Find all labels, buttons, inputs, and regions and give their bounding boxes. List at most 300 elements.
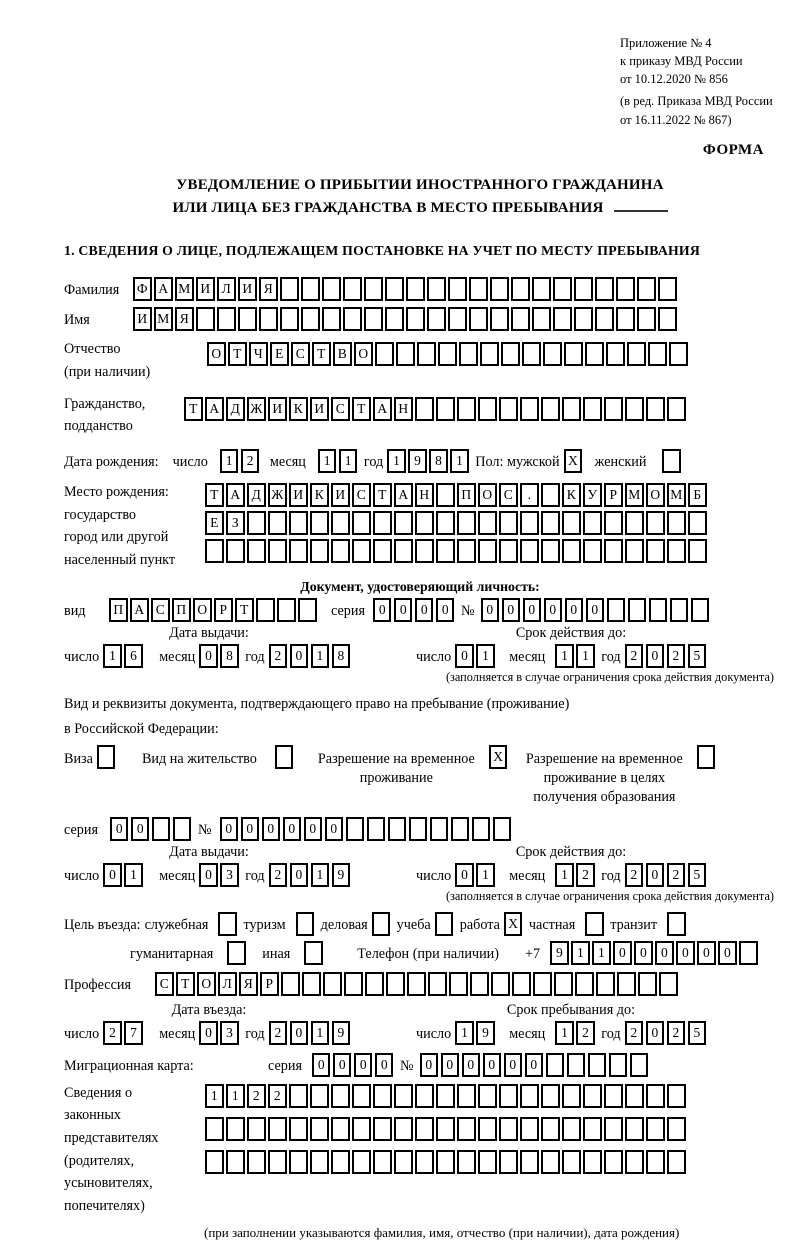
form-cell[interactable] [625, 511, 644, 535]
form-cell[interactable] [627, 342, 646, 366]
form-cell[interactable]: 0 [676, 941, 695, 965]
form-cell[interactable]: К [289, 397, 308, 421]
form-cell[interactable]: 9 [408, 449, 427, 473]
form-cell[interactable] [417, 342, 436, 366]
form-cell[interactable] [478, 397, 497, 421]
form-cell[interactable] [520, 539, 539, 563]
form-cell[interactable] [406, 307, 425, 331]
form-cell[interactable] [562, 511, 581, 535]
form-cell[interactable]: А [394, 483, 413, 507]
form-cell[interactable] [289, 1150, 308, 1174]
form-cell[interactable]: Р [260, 972, 279, 996]
entry-month-cells[interactable] [199, 1021, 241, 1045]
form-cell[interactable] [649, 598, 668, 622]
form-cell[interactable] [394, 1117, 413, 1141]
form-cell[interactable] [625, 1150, 644, 1174]
migration-number-cells[interactable] [420, 1053, 651, 1077]
form-cell[interactable]: 0 [290, 863, 309, 887]
form-cell[interactable]: 0 [312, 1053, 331, 1077]
purpose-opt-checkbox[interactable] [296, 912, 317, 936]
form-cell[interactable]: 0 [646, 1021, 665, 1045]
form-cell[interactable] [583, 1084, 602, 1108]
form-cell[interactable] [394, 1150, 413, 1174]
form-cell[interactable] [280, 307, 299, 331]
form-cell[interactable] [331, 511, 350, 535]
form-cell[interactable]: 2 [625, 644, 644, 668]
form-cell[interactable] [436, 1150, 455, 1174]
form-cell[interactable] [365, 972, 384, 996]
form-cell[interactable] [430, 817, 449, 841]
form-cell[interactable] [415, 511, 434, 535]
form-cell[interactable] [688, 539, 707, 563]
form-cell[interactable] [490, 277, 509, 301]
form-cell[interactable] [541, 1084, 560, 1108]
form-cell[interactable] [490, 307, 509, 331]
form-cell[interactable] [438, 342, 457, 366]
form-cell[interactable] [583, 1150, 602, 1174]
form-cell[interactable]: Т [228, 342, 247, 366]
form-cell[interactable] [564, 342, 583, 366]
form-cell[interactable] [247, 511, 266, 535]
form-cell[interactable]: 9 [332, 863, 351, 887]
form-cell[interactable]: 0 [502, 598, 521, 622]
form-cell[interactable] [226, 1117, 245, 1141]
form-cell[interactable]: 0 [103, 863, 122, 887]
form-cell[interactable] [554, 972, 573, 996]
purpose-opt-checkbox[interactable] [227, 941, 248, 965]
form-cell[interactable] [520, 511, 539, 535]
form-cell[interactable] [302, 972, 321, 996]
form-cell[interactable]: 2 [576, 863, 595, 887]
form-cell[interactable]: М [625, 483, 644, 507]
form-cell[interactable] [205, 1117, 224, 1141]
form-cell[interactable] [637, 307, 656, 331]
form-cell[interactable]: Т [312, 342, 331, 366]
issue-month-cells[interactable] [199, 863, 241, 887]
form-cell[interactable] [604, 539, 623, 563]
form-cell[interactable] [331, 1150, 350, 1174]
form-cell[interactable] [567, 1053, 586, 1077]
form-cell[interactable] [499, 1150, 518, 1174]
legal-reps-cells-row3[interactable] [205, 1150, 688, 1174]
form-cell[interactable] [595, 277, 614, 301]
form-cell[interactable] [638, 972, 657, 996]
form-cell[interactable] [427, 307, 446, 331]
form-cell[interactable]: 0 [504, 1053, 523, 1077]
purpose-opt-checkbox[interactable] [585, 912, 606, 936]
form-cell[interactable] [604, 397, 623, 421]
entry-day-cells[interactable] [103, 1021, 145, 1045]
form-cell[interactable]: 0 [304, 817, 323, 841]
form-cell[interactable] [436, 1084, 455, 1108]
form-cell[interactable]: Б [688, 483, 707, 507]
form-cell[interactable]: X [504, 912, 523, 936]
form-cell[interactable] [511, 277, 530, 301]
form-cell[interactable]: 2 [247, 1084, 266, 1108]
form-cell[interactable] [322, 277, 341, 301]
form-cell[interactable] [457, 1117, 476, 1141]
form-cell[interactable] [606, 342, 625, 366]
form-cell[interactable]: 1 [311, 863, 330, 887]
residence-permit-checkbox[interactable] [275, 745, 296, 769]
form-cell[interactable]: М [154, 307, 173, 331]
form-cell[interactable] [697, 745, 716, 769]
form-cell[interactable]: 9 [332, 1021, 351, 1045]
form-cell[interactable]: 0 [290, 644, 309, 668]
form-cell[interactable]: А [205, 397, 224, 421]
form-cell[interactable] [457, 1084, 476, 1108]
birthplace-cells-row1[interactable] [205, 483, 709, 507]
form-cell[interactable] [625, 397, 644, 421]
form-cell[interactable] [457, 511, 476, 535]
form-cell[interactable]: 6 [124, 644, 143, 668]
form-cell[interactable]: 0 [199, 1021, 218, 1045]
form-cell[interactable] [480, 342, 499, 366]
form-cell[interactable] [367, 817, 386, 841]
form-cell[interactable]: Т [352, 397, 371, 421]
form-cell[interactable]: 0 [354, 1053, 373, 1077]
form-cell[interactable]: 1 [476, 863, 495, 887]
form-cell[interactable]: Ч [249, 342, 268, 366]
form-cell[interactable]: З [226, 511, 245, 535]
form-cell[interactable] [499, 539, 518, 563]
form-cell[interactable] [648, 342, 667, 366]
form-cell[interactable]: Е [205, 511, 224, 535]
visa-checkbox[interactable] [97, 745, 118, 769]
form-cell[interactable]: 0 [525, 1053, 544, 1077]
form-cell[interactable] [607, 598, 626, 622]
form-cell[interactable] [173, 817, 192, 841]
form-cell[interactable] [388, 817, 407, 841]
form-cell[interactable] [541, 511, 560, 535]
form-cell[interactable] [604, 1084, 623, 1108]
form-cell[interactable] [451, 817, 470, 841]
form-cell[interactable] [553, 307, 572, 331]
form-cell[interactable]: 1 [455, 1021, 474, 1045]
patronymic-cells[interactable] [207, 342, 690, 366]
form-cell[interactable] [415, 1117, 434, 1141]
form-cell[interactable] [459, 342, 478, 366]
form-cell[interactable]: Я [239, 972, 258, 996]
form-cell[interactable]: С [291, 342, 310, 366]
form-cell[interactable] [196, 307, 215, 331]
form-cell[interactable]: 2 [241, 449, 260, 473]
form-cell[interactable] [247, 539, 266, 563]
form-cell[interactable]: А [226, 483, 245, 507]
form-cell[interactable] [667, 1084, 686, 1108]
purpose-opt-checkbox[interactable] [667, 912, 688, 936]
form-cell[interactable] [574, 277, 593, 301]
form-cell[interactable] [630, 1053, 649, 1077]
form-cell[interactable]: 2 [667, 863, 686, 887]
form-cell[interactable]: 2 [667, 644, 686, 668]
form-cell[interactable] [310, 1084, 329, 1108]
sex-female-checkbox[interactable] [662, 449, 683, 473]
temp-residence-checkbox[interactable] [489, 745, 510, 769]
form-cell[interactable] [415, 397, 434, 421]
form-cell[interactable]: 9 [550, 941, 569, 965]
doc-kind-cells[interactable] [109, 598, 319, 622]
form-cell[interactable] [512, 972, 531, 996]
form-cell[interactable]: 3 [220, 1021, 239, 1045]
form-cell[interactable] [226, 539, 245, 563]
form-cell[interactable]: М [667, 483, 686, 507]
edu-residence-checkbox[interactable] [697, 745, 718, 769]
form-cell[interactable]: Т [373, 483, 392, 507]
form-cell[interactable] [562, 539, 581, 563]
form-cell[interactable]: К [562, 483, 581, 507]
form-cell[interactable] [275, 745, 294, 769]
form-cell[interactable]: О [478, 483, 497, 507]
form-cell[interactable] [301, 277, 320, 301]
form-cell[interactable]: И [289, 483, 308, 507]
form-cell[interactable]: О [354, 342, 373, 366]
form-cell[interactable] [428, 972, 447, 996]
form-cell[interactable]: 1 [318, 449, 337, 473]
birthplace-cells-row2[interactable] [205, 511, 709, 535]
form-cell[interactable]: 0 [455, 644, 474, 668]
form-cell[interactable] [205, 539, 224, 563]
form-cell[interactable] [575, 972, 594, 996]
form-cell[interactable] [268, 511, 287, 535]
form-cell[interactable]: 8 [332, 644, 351, 668]
form-cell[interactable]: 5 [688, 1021, 707, 1045]
form-cell[interactable]: П [457, 483, 476, 507]
form-cell[interactable] [604, 1117, 623, 1141]
form-cell[interactable]: Р [604, 483, 623, 507]
sex-male-checkbox[interactable] [564, 449, 585, 473]
form-cell[interactable] [343, 277, 362, 301]
birthdate-year-cells[interactable] [387, 449, 471, 473]
legal-reps-cells-row2[interactable] [205, 1117, 688, 1141]
form-cell[interactable]: Я [175, 307, 194, 331]
form-cell[interactable] [457, 1150, 476, 1174]
form-cell[interactable]: И [310, 397, 329, 421]
form-cell[interactable] [373, 1117, 392, 1141]
form-cell[interactable]: 1 [555, 863, 574, 887]
form-cell[interactable]: И [196, 277, 215, 301]
form-cell[interactable]: 9 [476, 1021, 495, 1045]
form-cell[interactable] [667, 539, 686, 563]
form-cell[interactable] [628, 598, 647, 622]
form-cell[interactable] [364, 277, 383, 301]
form-cell[interactable] [385, 277, 404, 301]
form-cell[interactable] [289, 1084, 308, 1108]
form-cell[interactable] [499, 1084, 518, 1108]
doc-series-cells[interactable] [373, 598, 457, 622]
form-cell[interactable]: 0 [420, 1053, 439, 1077]
form-cell[interactable] [646, 1084, 665, 1108]
surname-cells[interactable] [133, 277, 679, 301]
form-cell[interactable] [352, 1117, 371, 1141]
form-cell[interactable] [583, 1117, 602, 1141]
form-cell[interactable] [562, 1150, 581, 1174]
form-cell[interactable] [310, 1117, 329, 1141]
form-cell[interactable]: 1 [220, 449, 239, 473]
form-cell[interactable]: 1 [592, 941, 611, 965]
form-cell[interactable]: П [172, 598, 191, 622]
form-cell[interactable] [289, 1117, 308, 1141]
form-cell[interactable]: О [197, 972, 216, 996]
form-cell[interactable]: Т [205, 483, 224, 507]
form-cell[interactable]: И [238, 277, 257, 301]
form-cell[interactable] [373, 1150, 392, 1174]
form-cell[interactable] [205, 1150, 224, 1174]
form-cell[interactable]: С [352, 483, 371, 507]
form-cell[interactable]: 0 [646, 644, 665, 668]
form-cell[interactable] [373, 1084, 392, 1108]
form-cell[interactable]: 0 [697, 941, 716, 965]
form-cell[interactable] [511, 307, 530, 331]
form-cell[interactable]: 0 [199, 863, 218, 887]
form-cell[interactable] [646, 397, 665, 421]
form-cell[interactable] [152, 817, 171, 841]
form-cell[interactable] [385, 307, 404, 331]
valid-day-cells[interactable] [455, 644, 497, 668]
form-cell[interactable]: 5 [688, 863, 707, 887]
form-cell[interactable]: 1 [555, 644, 574, 668]
form-cell[interactable]: 8 [429, 449, 448, 473]
form-cell[interactable] [394, 539, 413, 563]
form-cell[interactable]: 1 [311, 644, 330, 668]
purpose-opt-checkbox[interactable] [304, 941, 325, 965]
form-cell[interactable] [394, 511, 413, 535]
form-cell[interactable] [406, 277, 425, 301]
form-cell[interactable]: 0 [373, 598, 392, 622]
form-cell[interactable] [691, 598, 710, 622]
form-cell[interactable]: 1 [103, 644, 122, 668]
form-cell[interactable] [520, 1084, 539, 1108]
form-cell[interactable] [436, 397, 455, 421]
form-cell[interactable]: X [564, 449, 583, 473]
form-cell[interactable] [625, 1117, 644, 1141]
form-cell[interactable] [543, 342, 562, 366]
profession-cells[interactable] [155, 972, 680, 996]
form-cell[interactable] [407, 972, 426, 996]
form-cell[interactable] [372, 912, 391, 936]
form-cell[interactable]: 0 [290, 1021, 309, 1045]
form-cell[interactable] [364, 307, 383, 331]
form-cell[interactable] [574, 307, 593, 331]
form-cell[interactable] [259, 307, 278, 331]
form-cell[interactable]: С [155, 972, 174, 996]
issue-day-cells[interactable] [103, 863, 145, 887]
form-cell[interactable] [588, 1053, 607, 1077]
issue-day-cells[interactable] [103, 644, 145, 668]
form-cell[interactable]: 0 [586, 598, 605, 622]
form-cell[interactable]: 1 [450, 449, 469, 473]
legal-reps-cells-row1[interactable] [205, 1084, 688, 1108]
form-cell[interactable] [396, 342, 415, 366]
form-cell[interactable]: 0 [441, 1053, 460, 1077]
valid-day-cells[interactable] [455, 863, 497, 887]
form-cell[interactable] [604, 511, 623, 535]
form-cell[interactable] [218, 912, 237, 936]
form-cell[interactable] [562, 1117, 581, 1141]
form-cell[interactable] [546, 1053, 565, 1077]
form-cell[interactable] [667, 397, 686, 421]
form-cell[interactable] [344, 972, 363, 996]
form-cell[interactable]: 0 [646, 863, 665, 887]
form-cell[interactable] [331, 539, 350, 563]
form-cell[interactable]: Я [259, 277, 278, 301]
form-cell[interactable] [449, 972, 468, 996]
form-cell[interactable]: М [175, 277, 194, 301]
form-cell[interactable]: 0 [131, 817, 150, 841]
form-cell[interactable] [415, 1084, 434, 1108]
form-cell[interactable] [646, 539, 665, 563]
form-cell[interactable] [97, 745, 116, 769]
form-cell[interactable] [238, 307, 257, 331]
form-cell[interactable] [583, 539, 602, 563]
form-cell[interactable]: Д [247, 483, 266, 507]
form-cell[interactable]: 2 [269, 644, 288, 668]
form-cell[interactable] [478, 539, 497, 563]
form-cell[interactable] [280, 277, 299, 301]
form-cell[interactable] [436, 511, 455, 535]
form-cell[interactable]: 0 [262, 817, 281, 841]
form-cell[interactable] [310, 1150, 329, 1174]
form-cell[interactable]: Ж [247, 397, 266, 421]
form-cell[interactable] [415, 1150, 434, 1174]
form-cell[interactable]: О [193, 598, 212, 622]
issue-year-cells[interactable] [269, 644, 353, 668]
form-cell[interactable] [289, 539, 308, 563]
form-cell[interactable] [352, 539, 371, 563]
form-cell[interactable]: 0 [565, 598, 584, 622]
form-cell[interactable] [493, 817, 512, 841]
form-cell[interactable] [478, 1150, 497, 1174]
form-cell[interactable] [457, 397, 476, 421]
form-cell[interactable]: 0 [375, 1053, 394, 1077]
issue-month-cells[interactable] [199, 644, 241, 668]
form-cell[interactable] [501, 342, 520, 366]
form-cell[interactable] [352, 511, 371, 535]
form-cell[interactable] [596, 972, 615, 996]
form-cell[interactable] [268, 1150, 287, 1174]
form-cell[interactable] [304, 941, 323, 965]
form-cell[interactable] [373, 511, 392, 535]
form-cell[interactable] [296, 912, 315, 936]
purpose-opt-checkbox[interactable] [435, 912, 456, 936]
birthplace-cells-row3[interactable] [205, 539, 709, 563]
citizenship-cells[interactable] [184, 397, 688, 421]
form-cell[interactable]: Л [217, 277, 236, 301]
form-cell[interactable]: Л [218, 972, 237, 996]
form-cell[interactable] [217, 307, 236, 331]
form-cell[interactable]: . [520, 483, 539, 507]
form-cell[interactable]: Р [214, 598, 233, 622]
form-cell[interactable] [436, 539, 455, 563]
form-cell[interactable]: 1 [387, 449, 406, 473]
form-cell[interactable]: П [109, 598, 128, 622]
form-cell[interactable]: 2 [576, 1021, 595, 1045]
form-cell[interactable]: Е [270, 342, 289, 366]
form-cell[interactable] [637, 277, 656, 301]
form-cell[interactable] [625, 539, 644, 563]
form-cell[interactable] [268, 1117, 287, 1141]
form-cell[interactable]: 1 [124, 863, 143, 887]
form-cell[interactable] [386, 972, 405, 996]
form-cell[interactable] [646, 1117, 665, 1141]
form-cell[interactable] [352, 1150, 371, 1174]
form-cell[interactable] [609, 1053, 628, 1077]
form-cell[interactable] [541, 1150, 560, 1174]
form-cell[interactable]: 1 [226, 1084, 245, 1108]
form-cell[interactable] [457, 539, 476, 563]
form-cell[interactable]: И [133, 307, 152, 331]
form-cell[interactable] [478, 511, 497, 535]
